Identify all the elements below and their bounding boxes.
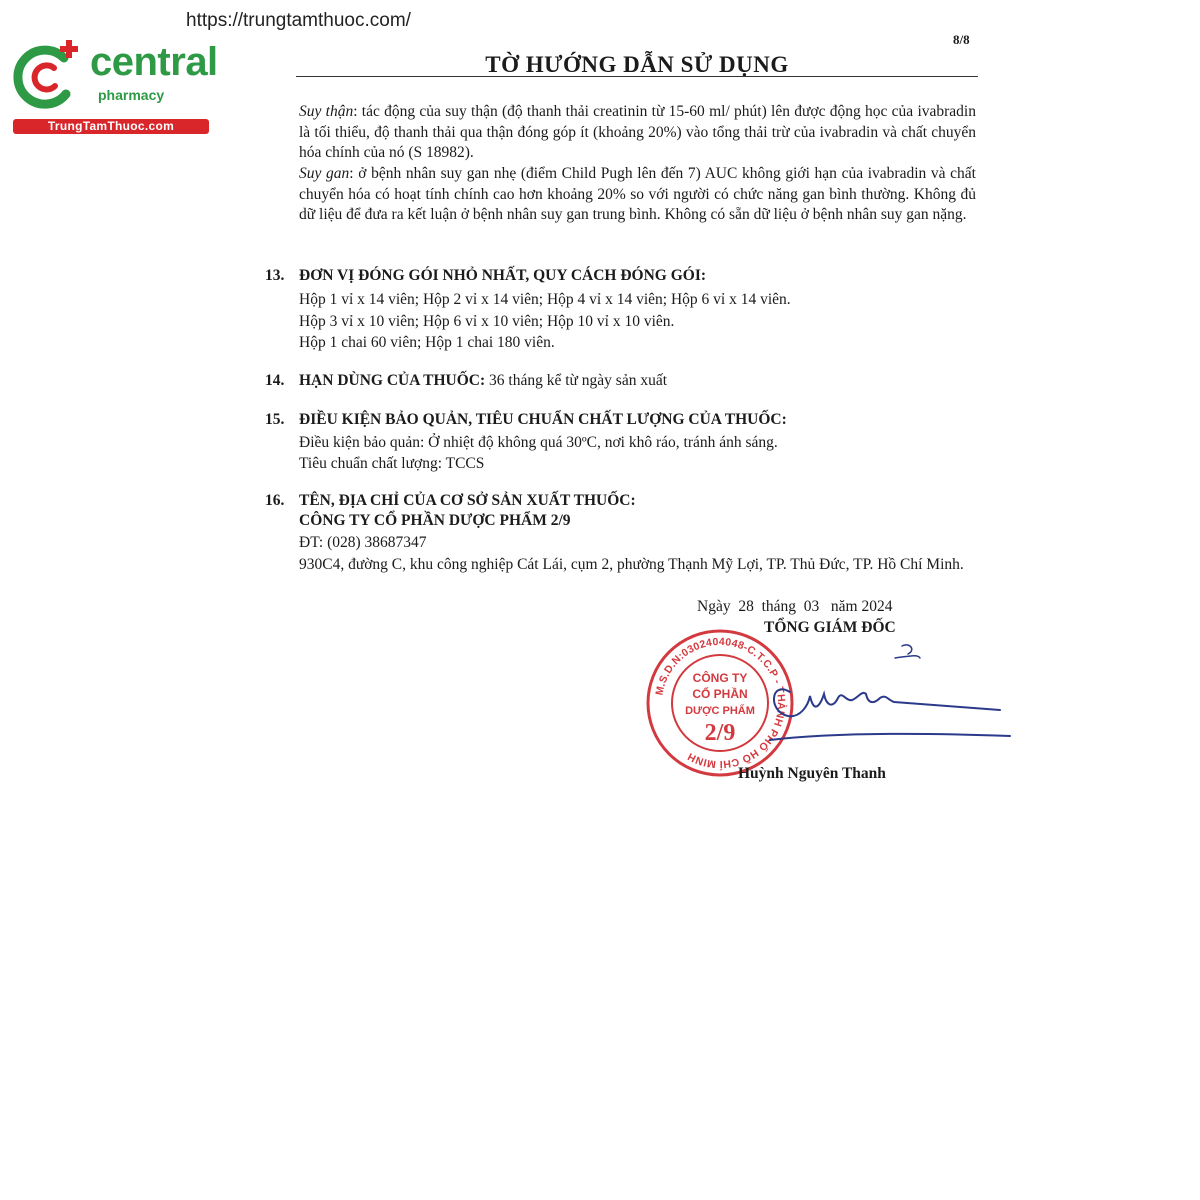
director-name: Huỳnh Nguyên Thanh <box>738 765 886 782</box>
logo-subtitle: pharmacy <box>98 87 165 103</box>
section-13-heading: ĐƠN VỊ ĐÓNG GÓI NHỎ NHẤT, QUY CÁCH ĐÓNG GÓI: <box>299 267 707 284</box>
brand-logo[interactable] <box>10 36 218 136</box>
manufacturer-name: CÔNG TY CỔ PHẦN DƯỢC PHẨM 2/9 <box>299 512 571 529</box>
stamp-ring-text: M.S.D.N:0302404048-C.T.C.P - THÀNH PHỐ HỒ CHÍ MINH <box>653 635 788 771</box>
title-underline <box>296 76 978 77</box>
source-url[interactable]: https://trungtamthuoc.com/ <box>186 10 411 31</box>
handwritten-signature <box>760 640 1020 750</box>
director-title: TỔNG GIÁM ĐỐC <box>764 619 896 636</box>
section-15-heading: ĐIỀU KIỆN BẢO QUẢN, TIÊU CHUẨN CHẤT LƯỢNG CỦA THUỐC: <box>299 411 787 428</box>
section-13-number: 13. <box>265 267 285 284</box>
manufacturer-phone: ĐT: (028) 38687347 <box>299 534 427 551</box>
kidney-text: : tác động của suy thận (độ thanh thải creatinin từ 15-60 ml/ phút) lên được động học của ivabradin là tối thiểu, độ thanh thải qua thận đóng góp ít (khoảng 20%) vào tổng thải trừ của ivabradin và chất chuyển hóa chính của nó (S 18982). <box>299 103 976 161</box>
manufacturer-address: 930C4, đường C, khu công nghiệp Cát Lái, cụm 2, phường Thạnh Mỹ Lợi, TP. Thủ Đức, TP. Hồ Chí Minh. <box>299 556 964 573</box>
central-pharmacy-c-icon <box>10 36 88 116</box>
signing-date: Ngày 28 tháng 03 năm 2024 <box>697 598 893 615</box>
stamp-line-4: 2/9 <box>704 720 736 746</box>
storage-condition: Điều kiện bảo quản: Ở nhiệt độ không quá 30ºC, nơi khô ráo, tránh ánh sáng. <box>299 434 778 451</box>
stamp-line-1: CÔNG TY <box>692 671 748 685</box>
page-number: 8/8 <box>953 32 970 47</box>
section-15-number: 15. <box>265 411 285 428</box>
section-16-heading: TÊN, ĐỊA CHỈ CỦA CƠ SỞ SẢN XUẤT THUỐC: <box>299 492 636 509</box>
packaging-line-2: Hộp 3 vỉ x 10 viên; Hộp 6 vỉ x 10 viên; Hộp 10 vỉ x 10 viên. <box>299 313 675 330</box>
kidney-label: Suy thận <box>299 103 354 120</box>
stamp-line-3: DƯỢC PHẨM <box>685 705 755 717</box>
packaging-line-3: Hộp 1 chai 60 viên; Hộp 1 chai 180 viên. <box>299 334 555 351</box>
section-14-heading: HẠN DÙNG CỦA THUỐC: <box>299 372 486 389</box>
quality-standard: Tiêu chuẩn chất lượng: TCCS <box>299 455 485 472</box>
liver-text: : ở bệnh nhân suy gan nhẹ (điểm Child Pugh lên đến 7) AUC không giới hạn của ivabradin và chất chuyển hóa có hoạt tính chính cao hơn khoảng 20% so với người có chức năng gan bình thường. Không đủ dữ liệu để đưa ra kết luận ở bệnh nhân suy gan trung bình. Không có sẵn dữ liệu ở bệnh nhân suy gan nặng. <box>299 165 976 223</box>
liver-impairment-paragraph <box>299 164 976 226</box>
shelf-life-value: 36 tháng kể từ ngày sản xuất <box>485 372 668 389</box>
logo-wordmark: central <box>90 40 218 84</box>
section-16-number: 16. <box>265 492 285 509</box>
section-14-row <box>299 372 667 390</box>
logo-site-bar: TrungTamThuoc.com <box>13 119 209 134</box>
section-14-number: 14. <box>265 372 285 389</box>
kidney-impairment-paragraph <box>299 102 976 164</box>
packaging-line-1: Hộp 1 vỉ x 14 viên; Hộp 2 vỉ x 14 viên; Hộp 4 vỉ x 14 viên; Hộp 6 vỉ x 14 viên. <box>299 291 791 308</box>
stamp-line-2: CỔ PHẦN <box>692 687 748 701</box>
liver-label: Suy gan <box>299 165 350 182</box>
document-title: TỜ HƯỚNG DẪN SỬ DỤNG <box>485 52 789 77</box>
